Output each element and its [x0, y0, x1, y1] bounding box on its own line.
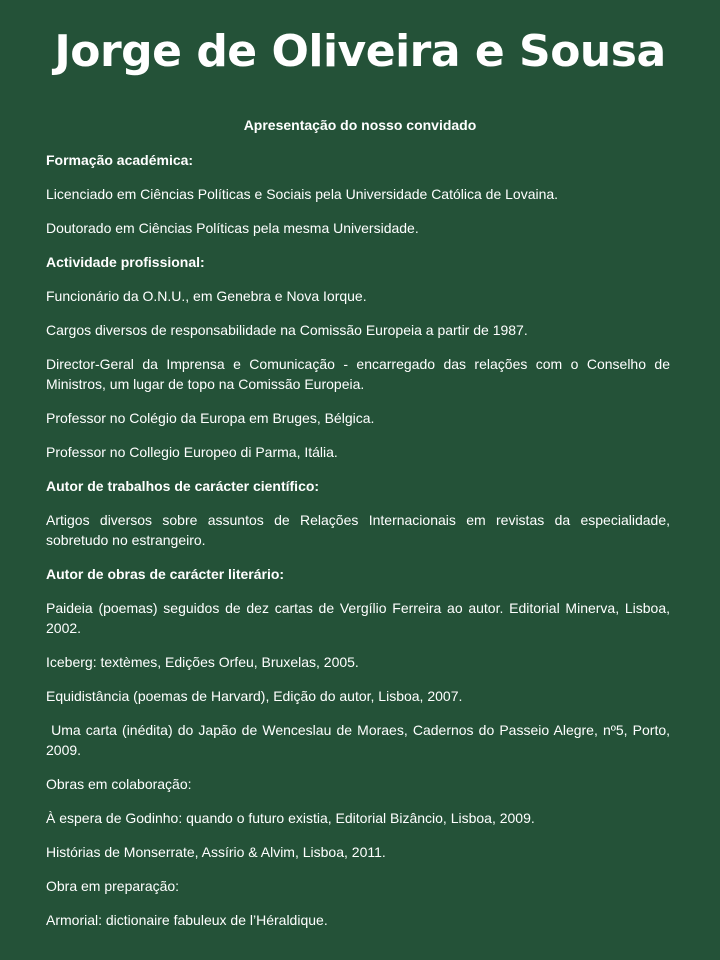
section-heading: Actividade profissional:	[46, 254, 205, 270]
paragraph: Uma carta (inédita) do Japão de Wenceslau de Moraes, Cadernos do Passeio Alegre, nº5, Porto, 2009.	[46, 722, 674, 758]
paragraph: Funcionário da O.N.U., em Genebra e Nova Iorque.	[46, 288, 367, 304]
section-heading: Formação académica:	[46, 152, 194, 168]
paragraph: Cargos diversos de responsabilidade na Comissão Europeia a partir de 1987.	[46, 322, 528, 338]
paragraph: Obras em colaboração:	[46, 776, 192, 792]
page-title: Jorge de Oliveira e Sousa	[54, 26, 666, 77]
body-text	[46, 150, 674, 944]
paragraph: Professor no Collegio Europeo di Parma, Itália.	[46, 444, 338, 460]
paragraph: Obra em preparação:	[46, 878, 180, 894]
section-heading: Autor de trabalhos de carácter científico:	[46, 478, 320, 494]
paragraph: Director-Geral da Imprensa e Comunicação - encarregado das relações com o Conselho de Ministros, um lugar de topo na Comissão Europeia.	[46, 356, 670, 392]
paragraph: Artigos diversos sobre assuntos de Relações Internacionais em revistas da especialidade, sobretudo no estrangeiro.	[46, 512, 670, 548]
paragraph: Armorial: dictionaire fabuleux de l’Héraldique.	[46, 912, 328, 928]
paragraph: Iceberg: textèmes, Edições Orfeu, Bruxelas, 2005.	[46, 654, 359, 670]
paragraph: Professor no Colégio da Europa em Bruges, Bélgica.	[46, 410, 375, 426]
paragraph: Doutorado em Ciências Políticas pela mesma Universidade.	[46, 220, 419, 236]
subtitle: Apresentação do nosso convidado	[243, 117, 477, 133]
paragraph: À espera de Godinho: quando o futuro existia, Editorial Bizâncio, Lisboa, 2009.	[46, 810, 535, 826]
section-heading: Autor de obras de carácter literário:	[46, 566, 285, 582]
paragraph: Histórias de Monserrate, Assírio & Alvim, Lisboa, 2011.	[46, 844, 386, 860]
paragraph: Licenciado em Ciências Políticas e Sociais pela Universidade Católica de Lovaina.	[46, 186, 559, 202]
paragraph: Equidistância (poemas de Harvard), Edição do autor, Lisboa, 2007.	[46, 688, 463, 704]
paragraph: Paideia (poemas) seguidos de dez cartas de Vergílio Ferreira ao autor. Editorial Minerva, Lisboa, 2002.	[46, 600, 670, 636]
